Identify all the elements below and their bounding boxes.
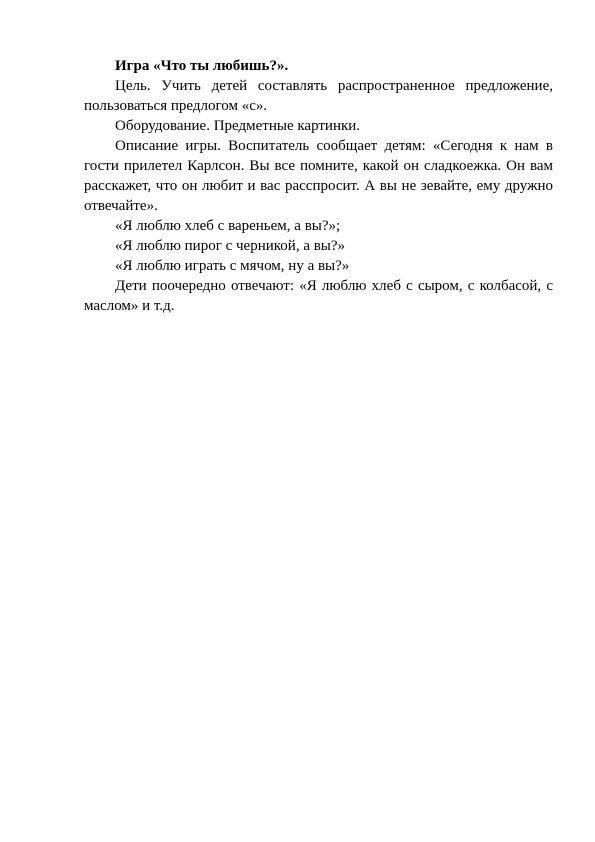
document-page <box>84 56 553 316</box>
paragraph-equipment: Оборудование. Предметные картинки. <box>115 118 361 134</box>
document-title: Игра «Что ты любишь?». <box>115 58 289 74</box>
paragraph-goal: Цель. Учить детей составлять распространенное предложение, пользоваться предлогом «с». <box>84 78 553 114</box>
paragraph-phrase-3: «Я люблю играть с мячом, ну а вы?» <box>115 258 350 274</box>
paragraph-description: Описание игры. Воспитатель сообщает детям: «Сегодня к нам в гости прилетел Карлсон. Вы все помните, какой он сладкоежка. Он вам расскажет, что он любит и вас расспросит. А вы не зевайте, ему дружно отвечайте». <box>84 138 553 214</box>
paragraph-answer: Дети поочередно отвечают: «Я люблю хлеб с сыром, с колбасой, с маслом» и т.д. <box>84 278 553 314</box>
paragraph-phrase-2: «Я люблю пирог с черникой, а вы?» <box>115 238 346 254</box>
paragraph-phrase-1: «Я люблю хлеб с вареньем, а вы?»; <box>115 218 341 234</box>
